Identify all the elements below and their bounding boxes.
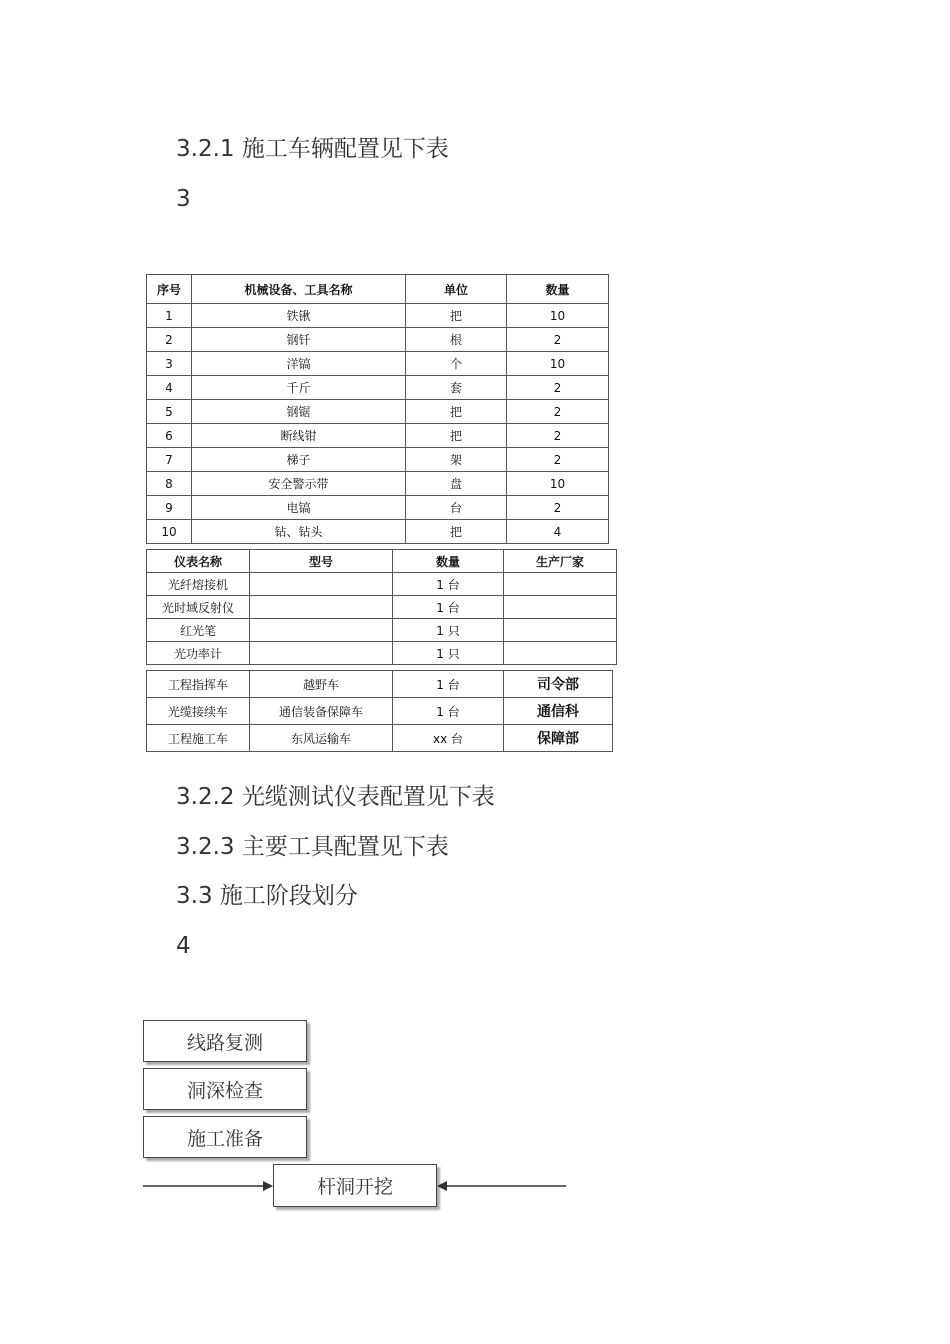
table-cell: 4 <box>507 520 609 544</box>
table-cell: 通信科 <box>504 698 613 725</box>
section-number-4: 4 <box>176 933 191 959</box>
flow-step-construction-prep: 施工准备 <box>143 1116 307 1158</box>
table-cell: 5 <box>147 400 192 424</box>
table-cell: 工程指挥车 <box>147 671 250 698</box>
table-cell: xx 台 <box>393 725 504 752</box>
table-cell: 7 <box>147 448 192 472</box>
table-cell: 安全警示带 <box>192 472 406 496</box>
table-cell: 把 <box>406 520 507 544</box>
flow-step-pit-excavation: 杆洞开挖 <box>273 1164 437 1207</box>
header-cell: 数量 <box>393 550 504 573</box>
table-cell: 断线钳 <box>192 424 406 448</box>
table-cell: 2 <box>507 448 609 472</box>
header-cell: 型号 <box>250 550 393 573</box>
table-cell: 2 <box>507 328 609 352</box>
flow-step-depth-check: 洞深检查 <box>143 1068 307 1110</box>
table-cell: 东风运输车 <box>250 725 393 752</box>
table-cell: 司令部 <box>504 671 613 698</box>
table-cell: 架 <box>406 448 507 472</box>
table-cell: 2 <box>507 496 609 520</box>
header-cell: 仪表名称 <box>147 550 250 573</box>
table-cell: 1 台 <box>393 573 504 596</box>
table-cell: 把 <box>406 400 507 424</box>
table-cell: 1 台 <box>393 698 504 725</box>
section-number-3: 3 <box>176 186 191 212</box>
table-cell: 钢钎 <box>192 328 406 352</box>
table-cell: 光缆接续车 <box>147 698 250 725</box>
header-cell: 数量 <box>507 275 609 304</box>
table-cell: 2 <box>507 400 609 424</box>
table-cell: 1 <box>147 304 192 328</box>
table-cell: 1 只 <box>393 642 504 665</box>
table-cell: 台 <box>406 496 507 520</box>
table-cell: 1 只 <box>393 619 504 642</box>
table-cell: 2 <box>507 376 609 400</box>
table-cell: 千斤 <box>192 376 406 400</box>
table-cell: 8 <box>147 472 192 496</box>
heading-3-2-3: 3.2.3 主要工具配置见下表 <box>176 834 449 860</box>
table-cell: 工程施工车 <box>147 725 250 752</box>
header-cell: 单位 <box>406 275 507 304</box>
table-cell: 根 <box>406 328 507 352</box>
table-cell: 钢锯 <box>192 400 406 424</box>
heading-3-2-1: 3.2.1 施工车辆配置见下表 <box>176 136 449 162</box>
header-cell: 机械设备、工具名称 <box>192 275 406 304</box>
table-cell: 2 <box>507 424 609 448</box>
table-cell: 越野车 <box>250 671 393 698</box>
table-cell: 套 <box>406 376 507 400</box>
heading-3-3: 3.3 施工阶段划分 <box>176 883 358 909</box>
table-cell: 3 <box>147 352 192 376</box>
table-cell: 电镐 <box>192 496 406 520</box>
right-arrow-head <box>437 1181 447 1191</box>
heading-3-2-2: 3.2.2 光缆测试仪表配置见下表 <box>176 784 495 810</box>
table-cell: 通信装备保障车 <box>250 698 393 725</box>
table-cell: 个 <box>406 352 507 376</box>
table-cell: 1 台 <box>393 596 504 619</box>
table-cell: 10 <box>507 304 609 328</box>
table-cell: 10 <box>507 352 609 376</box>
table-cell: 洋镐 <box>192 352 406 376</box>
table-cell: 2 <box>147 328 192 352</box>
flow-step-line-survey: 线路复测 <box>143 1020 307 1062</box>
table-cell: 10 <box>507 472 609 496</box>
table-cell: 光功率计 <box>147 642 250 665</box>
table-cell: 钻、钻头 <box>192 520 406 544</box>
table-cell: 红光笔 <box>147 619 250 642</box>
table-cell: 光时域反射仪 <box>147 596 250 619</box>
table-cell: 6 <box>147 424 192 448</box>
left-arrow-head <box>263 1181 273 1191</box>
header-cell: 序号 <box>147 275 192 304</box>
table-cell: 保障部 <box>504 725 613 752</box>
table-cell: 盘 <box>406 472 507 496</box>
table-cell: 10 <box>147 520 192 544</box>
table-cell: 铁锹 <box>192 304 406 328</box>
table-cell: 9 <box>147 496 192 520</box>
table-cell: 把 <box>406 304 507 328</box>
table-cell: 1 台 <box>393 671 504 698</box>
table-cell: 把 <box>406 424 507 448</box>
table-cell: 4 <box>147 376 192 400</box>
table-cell: 光纤熔接机 <box>147 573 250 596</box>
header-cell: 生产厂家 <box>504 550 617 573</box>
table-cell: 梯子 <box>192 448 406 472</box>
